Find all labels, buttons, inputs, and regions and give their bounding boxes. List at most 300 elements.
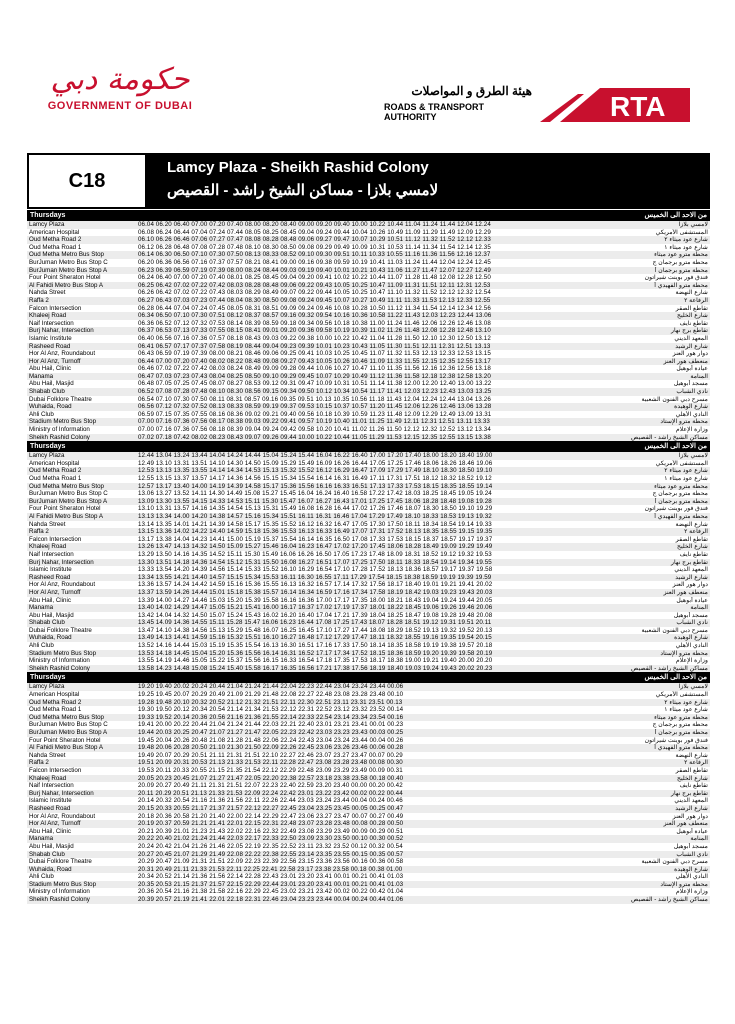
stop-name-arabic: شارع الوهيدة (674, 634, 708, 642)
stop-name: Manama (29, 604, 54, 612)
stop-times: 13.39 14.00 14.27 14.46 15.03 15.20 15.39 15.58 16.16 16.36 17.00 17.17 17.35 18.00 18.21 18.43 19.04 19.24 19.44 20.05 (138, 596, 493, 604)
header (0, 0, 735, 150)
stop-name-arabic: تقاطع برج نهار (671, 327, 708, 335)
stop-name: Ahli Club (29, 410, 54, 418)
timetable-row (27, 244, 710, 252)
timetable-row (27, 551, 710, 559)
stop-times: 20.19 20.37 20.59 21.21 21.41 22.01 22.15 22.31 22.48 23.07 23.28 23.48 00.08 00.28 00.50 (138, 820, 404, 828)
stop-times: 06.44 07.00 07.20 07.40 08.02 08.22 08.48 09.08 09.27 09.43 10.05 10.26 10.46 11.09 11.33 11.55 12.15 12.35 12.55 13.17 (138, 357, 491, 365)
timetable-row (27, 312, 710, 320)
stop-name: Hor Al Anz, Roundabout (29, 350, 96, 358)
stop-name-arabic: النادي الأهلي (675, 410, 708, 418)
stop-name-arabic: محطة مترو الإستاد (660, 418, 708, 426)
timetable-row (27, 452, 710, 460)
timetable-row (27, 559, 710, 567)
timetable-row (27, 721, 710, 729)
rta-logo-text: RTA (610, 91, 666, 122)
stop-name: Oud Metha Road 2 (29, 698, 82, 706)
stop-times: 20.15 20.33 20.55 21.17 21.37 21.57 22.12 22.27 22.45 23.04 23.25 23.45 00.05 00.25 00.47 (138, 804, 404, 812)
stop-times: 19.25 19.45 20.07 20.29 20.49 21.09 21.29 21.48 22.08 22.27 22.48 23.08 23.28 23.48 00.10 (138, 691, 404, 699)
timetable-section (27, 441, 710, 672)
stop-name: Naif Intersection (29, 782, 74, 790)
stop-name-arabic: عيادة أبوهيل (676, 827, 708, 835)
route-number: C18 (27, 153, 147, 209)
stop-name: Khaleej Road (29, 543, 67, 551)
timetable-row (27, 498, 710, 506)
stop-times: 13.09 13.30 13.55 14.15 14.33 14.53 15.11 15.30 15.47 16.07 16.27 16.43 17.01 17.25 17.45 18.06 18.28 18.48 19.08 19.28 (138, 497, 492, 505)
stop-name-arabic: محطة مترو برجمان ج (652, 721, 708, 729)
stop-name: Abu Hail, Masjid (29, 611, 74, 619)
stop-times: 20.05 20.23 20.45 21.07 21.27 21.47 22.05 22.20 22.38 22.57 23.18 23.38 23.58 00.18 00.40 (138, 774, 404, 782)
stop-times: 19.20 19.40 20.02 20.24 20.44 21.04 21.24 21.44 22.04 22.23 22.44 23.04 23.24 23.44 00.06 (138, 683, 404, 691)
stop-times: 13.33 13.54 14.20 14.39 14.56 15.14 15.33 15.52 16.10 16.29 16.54 17.10 17.28 17.52 18.13 18.36 18.57 19.17 19.37 19.58 (138, 566, 493, 574)
stop-name: Shabab Club (29, 850, 65, 858)
timetable-row (27, 714, 710, 722)
stop-name: American Hospital (29, 691, 80, 699)
stop-times: 13.06 13.27 13.52 14.11 14.30 14.49 15.08 15.27 15.45 16.04 16.24 16.40 16.58 17.22 17.42 18.03 18.25 18.45 19.05 19.24 (138, 490, 492, 498)
stop-times: 06.37 06.53 07.13 07.33 07.55 08.15 08.41 09.01 09.20 09.36 09.58 10.19 10.39 11.02 11.26 11.48 12.08 12.28 12.48 13.10 (138, 327, 491, 335)
stop-times: 20.14 20.32 20.54 21.16 21.36 21.56 22.11 22.26 22.44 23.03 23.24 23.44 00.04 00.24 00.46 (138, 797, 403, 805)
timetable-row (27, 851, 710, 859)
stop-name-arabic: المستشفى الأمريكي (655, 228, 708, 236)
timetable-row (27, 297, 710, 305)
stop-times: 06.40 06.56 07.16 07.36 07.57 08.18 08.43 09.03 09.22 09.38 10.00 10.22 10.42 11.04 11.28 11.50 12.10 12.30 12.50 13.12 (138, 334, 491, 342)
stop-name-arabic: شارع الرشيد (675, 804, 708, 812)
timetable-row (27, 790, 710, 798)
stop-times: 06.10 06.26 06.46 07.06 07.27 07.47 08.08 08.28 08.48 09.06 09.27 09.47 10.07 10.29 10.51 11.12 11.32 11.52 12.12 12.33 (138, 236, 491, 244)
stop-name-arabic: شارع الخليج (677, 774, 708, 782)
timetable-row (27, 335, 710, 343)
stop-times: 13.37 13.59 14.26 14.44 15.01 15.18 15.38 15.57 16.14 16.34 16.59 17.16 17.34 17.58 18.19 18.42 19.03 19.23 19.43 20.03 (138, 588, 493, 596)
timetable-row (27, 380, 710, 388)
rta-name (384, 84, 532, 122)
stop-name-arabic: مسرح دبي الفنون الشعبية (641, 626, 708, 634)
stop-times: 20.24 20.42 21.04 21.26 21.46 22.05 22.19 22.35 22.52 23.11 23.32 23.52 00.12 00.32 00.54 (138, 842, 403, 850)
stop-name-arabic: المعهد الديني (674, 797, 708, 805)
stop-name: Ministry of Information (29, 426, 90, 434)
timetable-row (27, 759, 710, 767)
stop-times: 13.47 14.10 14.38 14.56 15.13 15.29 15.48 16.07 16.25 16.45 17.10 17.27 17.44 18.08 18.29 18.52 19.13 19.32 19.52 20.13 (138, 626, 493, 634)
stop-name: Lamcy Plaza (29, 221, 65, 228)
timetable-row (27, 650, 710, 658)
stop-times: 06.12 06.28 06.48 07.08 07.28 07.48 08.10 08.30 08.50 09.08 09.29 09.49 10.09 10.31 10.53 11.14 11.34 11.54 12.14 12.35 (138, 243, 491, 251)
stop-times: 20.39 20.57 21.19 21.41 22.01 22.18 22.31 22.46 23.04 23.23 23.44 00.04 00.24 00.44 01.06 (138, 896, 404, 904)
stop-name-arabic: محطة مترو الفهيدي أ (654, 512, 708, 520)
stop-name-arabic: شارع الرشيد (675, 342, 708, 350)
stop-times: 20.09 20.27 20.49 21.11 21.31 21.51 22.07 22.23 22.40 22.59 23.20 23.40 00.00 00.20 00.42 (138, 782, 403, 790)
stop-name: Rasheed Road (29, 804, 71, 812)
stop-name: Khaleej Road (29, 312, 67, 320)
timetable-row (27, 282, 710, 290)
stop-name-arabic: مساكن الشيخ راشد - القصيص (631, 664, 708, 672)
rta-logo-icon (540, 84, 690, 124)
stop-name-arabic: تقاطع الصقر (675, 304, 708, 312)
timetable-row (27, 343, 710, 351)
stop-name-arabic: شارع الوهيدة (674, 865, 708, 873)
stop-name-arabic: تقاطع نايف (679, 319, 708, 327)
stop-name: Oud Metha Metro Bus Stop (29, 251, 104, 259)
stop-name-arabic: وزارة الإعلام (675, 888, 708, 896)
stop-name: Oud Metha Metro Bus Stop (29, 713, 104, 721)
timetable-row (27, 289, 710, 297)
stop-name-arabic: مسرح دبي الفنون الشعبية (641, 858, 708, 866)
timetable-row (27, 744, 710, 752)
stop-name-arabic: دوار هور العنز (672, 350, 708, 358)
stop-times: 12.44 13.04 13.24 13.44 14.04 14.24 14.44 15.04 15.24 15.44 16.04 16.22 16.40 17.00 17.20 17.40 18.00 18.20 18.40 19.00 (138, 452, 493, 460)
timetable (27, 210, 710, 904)
stop-times: 06.24 06.40 07.00 07.20 07.40 08.01 08.25 08.45 09.04 09.20 09.41 10.02 10.22 10.44 11.07 11.28 11.48 12.08 12.28 12.50 (138, 274, 491, 282)
stop-times: 06.54 07.10 07.30 07.50 08.11 08.31 08.57 09.16 09.35 09.51 10.13 10.35 10.56 11.18 11.43 12.04 12.24 12.44 13.04 13.26 (138, 395, 491, 403)
stop-name-arabic: لامسي بلازا (678, 683, 708, 691)
stop-times: 20.21 20.39 21.01 21.23 21.43 22.02 22.16 22.32 22.49 23.08 23.29 23.49 00.09 00.29 00.51 (138, 827, 404, 835)
stop-name-arabic: نادي الشباب (676, 388, 708, 396)
stop-times: 19.30 19.50 20.12 20.34 20.54 21.14 21.34 21.53 22.12 22.31 22.52 23.12 23.32 23.52 00.14 (138, 706, 404, 714)
stop-name: Lamcy Plaza (29, 683, 65, 691)
stop-name: Stadium Metro Bus Stop (29, 418, 97, 426)
stop-name: Raffa 2 (29, 296, 49, 304)
stop-name: BurJuman Metro Bus Stop C (29, 721, 108, 729)
stop-name: Islamic Institute (29, 566, 72, 574)
stop-name: Hor Al Anz, Roundabout (29, 812, 96, 820)
stop-times: 19.53 20.11 20.33 20.55 21.15 21.35 21.54 22.12 22.29 22.48 23.09 23.29 23.49 00.09 00.31 (138, 766, 403, 774)
stop-name: Falcon Intersection (29, 766, 82, 774)
stop-times: 06.43 06.59 07.19 07.39 08.00 08.21 08.46 09.06 09.25 09.41 10.03 10.25 10.45 11.07 11.32 11.53 12.13 12.33 12.53 13.15 (138, 350, 491, 358)
stop-name: Islamic Institute (29, 797, 72, 805)
rta-arabic-name: هيئة الطرق و المواصلات (411, 84, 532, 98)
stop-times: 06.08 06.24 06.44 07.04 07.24 07.44 08.05 08.25 08.45 09.04 09.24 09.44 10.04 10.26 10.49 11.09 11.29 11.49 12.09 12.29 (138, 228, 491, 236)
stop-name: Ministry of Information (29, 888, 90, 896)
stop-times: 13.36 13.57 14.24 14.42 14.59 15.16 15.36 15.55 16.13 16.32 16.57 17.14 17.32 17.56 18.17 18.40 19.01 19.21 19.41 20.02 (138, 581, 493, 589)
timetable-row (27, 490, 710, 498)
stop-name: Stadium Metro Bus Stop (29, 880, 97, 888)
stop-name-arabic: تقاطع نايف (679, 550, 708, 558)
stop-name-arabic: مساكن الشيخ راشد - القصيص (631, 433, 708, 441)
timetable-row (27, 888, 710, 896)
rta-english-name: ROADS & TRANSPORT AUTHORITY (384, 102, 485, 122)
stop-times: 20.22 20.40 21.02 21.24 21.44 22.03 22.17 22.33 22.50 23.09 23.30 23.50 00.10 00.30 00.52 (138, 835, 404, 843)
stop-name-arabic: النادي الأهلي (675, 642, 708, 650)
stop-name-arabic: الرفاعة ٢ (684, 296, 708, 304)
stop-name: Al Fahidi Metro Bus Stop A (29, 281, 103, 289)
stop-name: Falcon Intersection (29, 304, 82, 312)
stop-times: 07.02 07.18 07.42 08.02 08.23 08.43 09.07 09.26 09.44 10.00 10.22 10.44 11.05 11.29 11.53 12.15 12.35 12.55 13.15 13.38 (138, 433, 491, 441)
timetable-row (27, 426, 710, 434)
stop-name: Hor Al Anz, Turnoff (29, 357, 81, 365)
stop-name: Hor Al Anz, Roundabout (29, 581, 96, 589)
timetable-row (27, 873, 710, 881)
stop-name: Hor Al Anz, Turnoff (29, 588, 81, 596)
stop-name-arabic: المعهد الديني (674, 566, 708, 574)
stop-times: 19.45 20.04 20.26 20.48 21.08 21.28 21.48 22.06 22.24 22.43 23.04 23.24 23.44 00.04 00.26 (138, 736, 404, 744)
timetable-row (27, 866, 710, 874)
timetable-row (27, 467, 710, 475)
stop-name-arabic: شارع الوهيدة (674, 403, 708, 411)
timetable-row (27, 737, 710, 745)
timetable-row (27, 373, 710, 381)
stop-name-arabic: شارع عود ميثاء ١ (664, 706, 708, 714)
stop-name-arabic: النادي الأهلي (675, 873, 708, 881)
stop-name: Raffa 2 (29, 759, 49, 767)
stop-name-arabic: شارع عود ميثاء ٢ (664, 698, 708, 706)
stop-times: 20.29 20.47 21.09 21.31 21.51 22.09 22.23 22.39 22.56 23.15 23.36 23.56 00.16 00.36 00.58 (138, 858, 404, 866)
stop-name-arabic: محطة مترو الإستاد (660, 880, 708, 888)
stop-name: Abu Hail, Masjid (29, 842, 74, 850)
timetable-row (27, 699, 710, 707)
timetable-row (27, 566, 710, 574)
stop-name-arabic: دوار هور العنز (672, 812, 708, 820)
stop-name: Dubai Folklore Theatre (29, 858, 92, 866)
stop-name: Al Fahidi Metro Bus Stop A (29, 744, 103, 752)
route-title-english: Lamcy Plaza - Sheikh Rashid Colony (167, 159, 429, 176)
stop-times: 06.34 06.50 07.10 07.30 07.51 08.12 08.37 08.57 09.16 09.32 09.54 10.16 10.36 10.58 11.22 11.43 12.03 12.23 12.44 13.06 (138, 312, 492, 320)
timetable-row (27, 388, 710, 396)
gov-arabic-logo: حكومة دبي (50, 62, 190, 97)
stop-name-arabic: شارع عود ميثاء ١ (664, 475, 708, 482)
timetable-row (27, 896, 710, 904)
stop-name: Wuhaida, Road (29, 865, 72, 873)
timetable-row (27, 365, 710, 373)
stop-times: 20.34 20.52 21.14 21.36 21.56 22.14 22.28 22.43 23.01 23.20 23.41 00.01 00.21 00.41 01.03 (138, 873, 404, 881)
stop-name-arabic: عيادة أبوهيل (676, 596, 708, 604)
stop-times: 06.36 06.52 07.12 07.32 07.53 08.14 08.39 08.59 09.18 09.34 09.56 10.18 10.38 11.00 11.24 11.46 12.06 12.26 12.46 13.08 (138, 319, 491, 327)
stop-name-arabic: منعطف هور العنز (663, 820, 708, 828)
timetable-row (27, 858, 710, 866)
stop-times: 20.27 20.45 21.07 21.29 21.49 22.08 22.22 22.38 22.55 23.14 23.35 23.55 00.15 00.35 00.57 (138, 850, 404, 858)
stop-times: 06.14 06.30 06.50 07.10 07.30 07.50 08.13 08.33 08.52 09.10 09.30 09.51 10.11 10.33 10.55 11.16 11.36 11.56 12.16 12.37 (138, 251, 491, 259)
stop-name: Raffa 2 (29, 528, 49, 536)
stop-name-arabic: محطة مترو برجمان أ (654, 497, 708, 505)
stop-times: 06.46 07.02 07.22 07.42 08.03 08.24 08.49 09.09 09.28 09.44 10.06 10.27 10.47 11.10 11.35 11.56 12.16 12.36 12.56 13.18 (138, 365, 491, 373)
stop-times: 06.04 06.20 06.40 07.00 07.20 07.40 08.00 08.20 08.40 09.00 09.20 09.40 10.00 10.22 10.44 11.04 11.24 11.44 12.04 12.24 (138, 221, 491, 228)
timetable-row (27, 657, 710, 665)
timetable-row (27, 797, 710, 805)
timetable-row (27, 574, 710, 582)
timetable-row (27, 729, 710, 737)
timetable-row (27, 881, 710, 889)
timetable-row (27, 782, 710, 790)
stop-times: 13.55 14.19 14.46 15.05 15.22 15.37 15.56 16.15 16.33 16.54 17.18 17.35 17.53 18.17 18.38 19.00 19.21 19.40 20.00 20.20 (138, 657, 493, 665)
stop-times: 13.14 13.35 14.01 14.21 14.39 14.58 15.17 15.35 15.52 16.12 16.32 16.47 17.05 17.30 17.50 18.11 18.34 18.54 19.14 19.33 (138, 520, 492, 528)
timetable-row (27, 767, 710, 775)
stop-name-arabic: تقاطع برج نهار (671, 558, 708, 566)
stop-name: Ahli Club (29, 873, 54, 881)
route-title-arabic: لامسي بلازا - مساكن الشيخ راشد - القصيص (167, 182, 439, 199)
stop-times: 06.25 06.42 07.02 07.22 07.42 08.03 08.28 08.48 09.06 09.22 09.43 10.05 10.25 10.47 11.09 11.31 11.51 12.11 12.31 12.53 (138, 281, 491, 289)
stop-name-arabic: محطة مترو برجمان ج (652, 490, 708, 498)
stop-times: 13.52 14.16 14.44 15.03 15.19 15.35 15.54 16.13 16.30 16.51 17.16 17.33 17.50 18.14 18.35 18.58 19.19 19.38 19.57 20.18 (138, 642, 493, 650)
section-day-label: Thursdays (30, 443, 66, 451)
stop-name-arabic: المنامة (690, 604, 708, 612)
stop-times: 19.48 20.06 20.28 20.50 21.10 21.30 21.50 22.09 22.26 22.45 23.06 23.26 23.46 00.06 00.28 (138, 744, 404, 752)
stop-name-arabic: محطة مترو برجمان أ (654, 729, 708, 736)
stop-times: 06.59 07.15 07.35 07.55 08.16 08.36 09.02 09.21 09.40 09.56 10.18 10.39 10.59 11.23 11.48 12.09 12.29 12.49 13.09 13.31 (138, 410, 492, 418)
stop-name-arabic: منعطف هور العنز (663, 588, 708, 596)
timetable-row (27, 460, 710, 468)
stop-name: Sheikh Rashid Colony (29, 896, 90, 904)
stop-name: Burj Nahar, Intersection (29, 558, 94, 566)
timetable-row (27, 475, 710, 483)
stop-name-arabic: وزارة الإعلام (675, 657, 708, 665)
stop-times: 19.51 20.09 20.31 20.53 21.13 21.33 21.53 22.11 22.28 22.47 23.08 23.28 23.48 00.08 00.30 (138, 759, 403, 767)
timetable-row (27, 327, 710, 335)
stop-times: 13.29 13.50 14.16 14.35 14.52 15.11 15.30 15.49 16.06 16.26 16.50 17.05 17.23 17.48 18.09 18.31 18.52 19.12 19.32 19.53 (138, 550, 492, 558)
stop-name: Four Point Sheraton Hotel (29, 274, 101, 282)
timetable-row (27, 274, 710, 282)
stop-times: 20.35 20.53 21.15 21.37 21.57 22.15 22.29 22.44 23.01 23.20 23.41 00.01 00.21 00.41 01.03 (138, 880, 404, 888)
stop-times: 12.49 13.10 13.31 13.51 14.10 14.30 14.50 15.09 15.29 15.49 16.09 16.26 16.44 17.05 17.25 17.46 18.06 18.26 18.46 19.06 (138, 459, 493, 467)
stop-name-arabic: منعطف هور العنز (663, 357, 708, 365)
stop-name: Ministry of Information (29, 657, 90, 665)
stop-name-arabic: لامسي بلازا (678, 221, 708, 228)
timetable-row (27, 691, 710, 699)
stop-times: 20.31 20.49 21.11 21.33 21.53 22.11 22.25 22.41 22.58 23.17 23.38 23.58 00.18 00.38 01.00 (138, 865, 403, 873)
timetable-row (27, 752, 710, 760)
stop-name-arabic: شارع عود ميثاء ١ (664, 243, 708, 251)
stop-name-arabic: محطة مترو برجمان ج (652, 258, 708, 266)
stop-name: Lamcy Plaza (29, 452, 65, 460)
stop-name-arabic: شارع الخليج (677, 543, 708, 551)
stop-name: Naif Intersection (29, 550, 74, 558)
stop-times: 20.36 20.54 21.16 21.38 21.58 22.16 22.29 22.45 23.02 23.21 23.42 00.02 00.22 00.42 01.04 (138, 888, 404, 896)
timetable-row (27, 403, 710, 411)
timetable-row (27, 350, 710, 358)
stop-name: Dubai Folklore Theatre (29, 626, 92, 634)
stop-name: Four Point Sheraton Hotel (29, 736, 101, 744)
stop-times: 06.28 06.44 07.04 07.24 07.45 08.05 08.31 08.51 09.09 09.24 09.46 10.08 10.28 10.50 11.12 11.34 11.54 12.14 12.34 12.56 (138, 304, 491, 312)
timetable-row (27, 536, 710, 544)
stop-times: 06.48 07.05 07.25 07.45 08.07 08.27 08.53 09.12 09.31 09.47 10.09 10.31 10.51 11.14 11.38 12.00 12.20 12.40 13.00 13.22 (138, 380, 492, 388)
timetable-row (27, 627, 710, 635)
stop-name-arabic: المعهد الديني (674, 334, 708, 342)
timetable-row (27, 835, 710, 843)
stop-name: Sheikh Rashid Colony (29, 664, 90, 672)
timetable-row (27, 483, 710, 491)
stop-times: 06.41 06.57 07.17 07.37 07.58 08.19 08.44 09.04 09.23 09.39 10.01 10.23 10.43 11.05 11.30 11.51 12.11 12.31 12.51 13.13 (138, 342, 491, 350)
section-day-label-arabic: من الاحد الى الخميس (644, 212, 707, 219)
stop-name: American Hospital (29, 228, 80, 236)
stop-name-arabic: مساكن الشيخ راشد - القصيص (631, 896, 708, 904)
timetable-row (27, 843, 710, 851)
timetable-row (27, 418, 710, 426)
stop-name: Islamic Institute (29, 334, 72, 342)
stop-name: Stadium Metro Bus Stop (29, 649, 97, 657)
stop-name-arabic: شارع عود ميثاء ٢ (664, 467, 708, 475)
stop-name-arabic: محطة مترو الفهيدي أ (654, 281, 708, 289)
timetable-row (27, 305, 710, 313)
section-header (27, 441, 710, 452)
stop-name-arabic: محطة مترو الإستاد (660, 649, 708, 657)
timetable-row (27, 358, 710, 366)
stop-name-arabic: محطة مترو عود ميثاء (654, 713, 708, 721)
stop-times: 07.00 07.16 07.36 07.56 08.17 08.38 09.03 09.22 09.41 09.57 10.19 10.40 11.01 11.25 11.49 12.11 12.31 12.51 13.11 13.33 (138, 418, 490, 426)
timetable-row (27, 505, 710, 513)
stop-times: 13.45 14.09 14.36 14.55 15.11 15.28 15.47 16.06 16.23 16.44 17.08 17.25 17.43 18.07 18.28 18.51 19.12 19.31 19.51 20.11 (138, 619, 492, 627)
stop-name-arabic: تقاطع الصقر (675, 535, 708, 543)
stop-name: BurJuman Metro Bus Stop C (29, 490, 108, 498)
stop-name-arabic: دوار هور العنز (672, 581, 708, 589)
stop-times: 13.34 13.55 14.21 14.40 14.57 15.15 15.34 15.53 16.11 16.30 16.55 17.11 17.29 17.54 18.15 18.38 18.59 19.19 19.39 19.59 (138, 573, 492, 581)
stop-name: Abu Hail, Clinic (29, 827, 71, 835)
timetable-section (27, 210, 710, 441)
stop-name: Nahda Street (29, 520, 66, 528)
stop-name-arabic: المنامة (690, 372, 708, 380)
stop-name: Burj Nahar, Intersection (29, 789, 94, 797)
stop-name: Sheikh Rashid Colony (29, 433, 90, 441)
stop-name: Khaleej Road (29, 774, 67, 782)
stop-name-arabic: مسجد أبوهيل (673, 380, 708, 388)
timetable-row (27, 813, 710, 821)
stop-name: American Hospital (29, 459, 80, 467)
timetable-row (27, 581, 710, 589)
stop-times: 19.41 20.00 20.22 20.44 21.04 21.24 21.44 22.03 22.21 22.40 23.01 23.21 23.41 00.01 00.23 (138, 721, 404, 729)
section-header (27, 672, 710, 683)
stop-name: Abu Hail, Clinic (29, 365, 71, 373)
stop-times: 06.27 06.43 07.03 07.23 07.44 08.04 08.30 08.50 09.08 09.24 09.45 10.07 10.27 10.49 11.11 11.33 11.53 12.13 12.33 12.55 (138, 296, 491, 304)
stop-name: Abu Hail, Masjid (29, 380, 74, 388)
section-day-label: Thursdays (30, 212, 66, 219)
stop-name-arabic: المنامة (690, 835, 708, 843)
timetable-row (27, 267, 710, 275)
stop-name: Al Fahidi Metro Bus Stop A (29, 512, 103, 520)
stop-name-arabic: محطة مترو الفهيدي أ (654, 744, 708, 752)
government-of-dubai-logo (40, 62, 200, 112)
timetable-row (27, 236, 710, 244)
timetable-row (27, 396, 710, 404)
stop-times: 07.00 07.16 07.36 07.56 08.18 08.39 09.04 09.24 09.42 09.58 10.20 10.41 11.02 11.26 11.50 12.12 12.32 12.52 13.12 13.34 (138, 426, 491, 434)
stop-times: 19.44 20.03 20.25 20.47 21.07 21.27 21.47 22.05 22.23 22.42 23.03 23.23 23.43 00.03 00.25 (138, 729, 404, 736)
stop-name: Shabab Club (29, 619, 65, 627)
stop-name: Manama (29, 372, 54, 380)
timetable-row (27, 665, 710, 673)
stop-times: 13.40 14.02 14.29 14.47 15.05 15.21 15.41 16.00 16.17 16.37 17.02 17.19 17.37 18.01 18.22 18.45 19.06 19.26 19.46 20.06 (138, 604, 493, 612)
stop-name-arabic: شارع النهضة (675, 289, 708, 297)
stop-name: BurJuman Metro Bus Stop A (29, 729, 108, 736)
stop-name: Oud Metha Road 1 (29, 243, 82, 251)
stop-name: Wuhaida, Road (29, 403, 72, 411)
stop-times: 06.47 07.03 07.23 07.43 08.04 08.25 08.50 09.10 09.29 09.45 10.07 10.29 10.49 11.12 11.36 11.58 12.18 12.38 12.58 13.20 (138, 372, 491, 380)
stop-name: Falcon Intersection (29, 535, 82, 543)
stop-name-arabic: شارع النهضة (675, 520, 708, 528)
stop-times: 12.57 13.17 13.40 14.00 14.19 14.39 14.58 15.17 15.36 15.56 16.16 16.33 16.51 17.13 17.33 17.53 18.15 18.35 18.55 19.14 (138, 482, 493, 490)
stop-name: Dubai Folklore Theatre (29, 395, 92, 403)
timetable-row (27, 683, 710, 691)
stop-times: 13.26 13.47 14.13 14.32 14.50 15.09 15.27 15.46 16.04 16.23 16.47 17.02 17.20 17.45 18.06 18.28 18.49 19.09 19.29 19.49 (138, 543, 493, 551)
stop-name-arabic: شارع الرشيد (675, 573, 708, 581)
stop-times: 12.55 13.15 13.37 13.57 14.17 14.36 14.56 15.15 15.34 15.54 16.14 16.31 16.49 17.11 17.31 17.51 18.12 18.32 18.52 19.12 (138, 475, 492, 482)
timetable-row (27, 434, 710, 442)
timetable-row (27, 619, 710, 627)
timetable-row (27, 259, 710, 267)
gov-english-label: GOVERNMENT OF DUBAI (47, 100, 193, 112)
stop-name-arabic: لامسي بلازا (678, 452, 708, 460)
timetable-row (27, 411, 710, 419)
stop-name: Four Point Sheraton Hotel (29, 505, 101, 513)
stop-times: 13.13 13.34 14.00 14.20 14.38 14.57 15.16 15.34 15.51 16.11 16.31 16.46 17.04 17.29 17.49 18.10 18.33 18.53 19.13 19.32 (138, 512, 492, 520)
stop-name-arabic: تقاطع نايف (679, 782, 708, 790)
stop-times: 12.53 13.13 13.35 13.55 14.14 14.34 14.53 15.13 15.32 15.52 16.12 16.29 16.47 17.09 17.29 17.49 18.10 18.30 18.50 19.10 (138, 467, 493, 475)
timetable-row (27, 229, 710, 237)
stop-name-arabic: شارع الخليج (677, 312, 708, 320)
stop-name-arabic: مسجد أبوهيل (673, 842, 708, 850)
stop-name-arabic: الرفاعة ٢ (684, 759, 708, 767)
stop-name-arabic: المستشفى الأمريكي (655, 691, 708, 699)
timetable-row (27, 528, 710, 536)
section-day-label-arabic: من الاحد الى الخميس (644, 443, 707, 451)
stop-name: Wuhaida, Road (29, 634, 72, 642)
stop-times: 13.15 13.36 14.02 14.22 14.40 14.59 15.18 15.36 15.53 16.13 16.33 16.49 17.07 17.31 17.52 18.13 18.35 18.55 19.15 19.35 (138, 528, 493, 536)
stop-name-arabic: شارع عود ميثاء ٢ (664, 236, 708, 244)
stop-name-arabic: فندق فور بوينت شيراتون (644, 505, 708, 513)
